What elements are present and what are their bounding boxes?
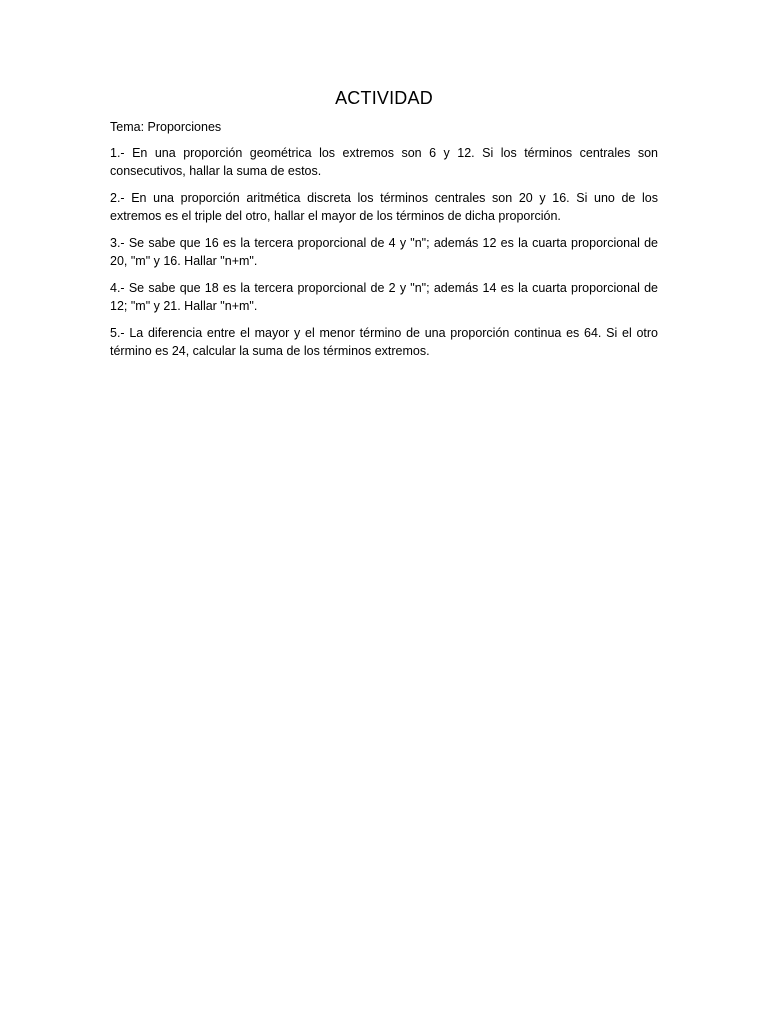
question-2: 2.- En una proporción aritmética discreta los términos centrales son 20 y 16. Si uno de los extremos es el triple del otro, hallar el mayor de los términos de dicha proporción. [110,191,658,223]
question-1: 1.- En una proporción geométrica los extremos son 6 y 12. Si los términos centrales son consecutivos, hallar la suma de estos. [110,146,658,178]
document-content [110,86,658,369]
page-title: ACTIVIDAD [335,88,433,108]
question-3: 3.- Se sabe que 16 es la tercera proporcional de 4 y "n"; además 12 es la cuarta proporcional de 20, "m" y 16. Hallar "n+m". [110,236,658,268]
question-5: 5.- La diferencia entre el mayor y el menor término de una proporción continua es 64. Si el otro término es 24, calcular la suma de los términos extremos. [110,326,658,358]
question-4: 4.- Se sabe que 18 es la tercera proporcional de 2 y "n"; además 14 es la cuarta proporcional de 12; "m" y 21. Hallar "n+m". [110,281,658,313]
topic-label: Tema: Proporciones [110,120,222,134]
